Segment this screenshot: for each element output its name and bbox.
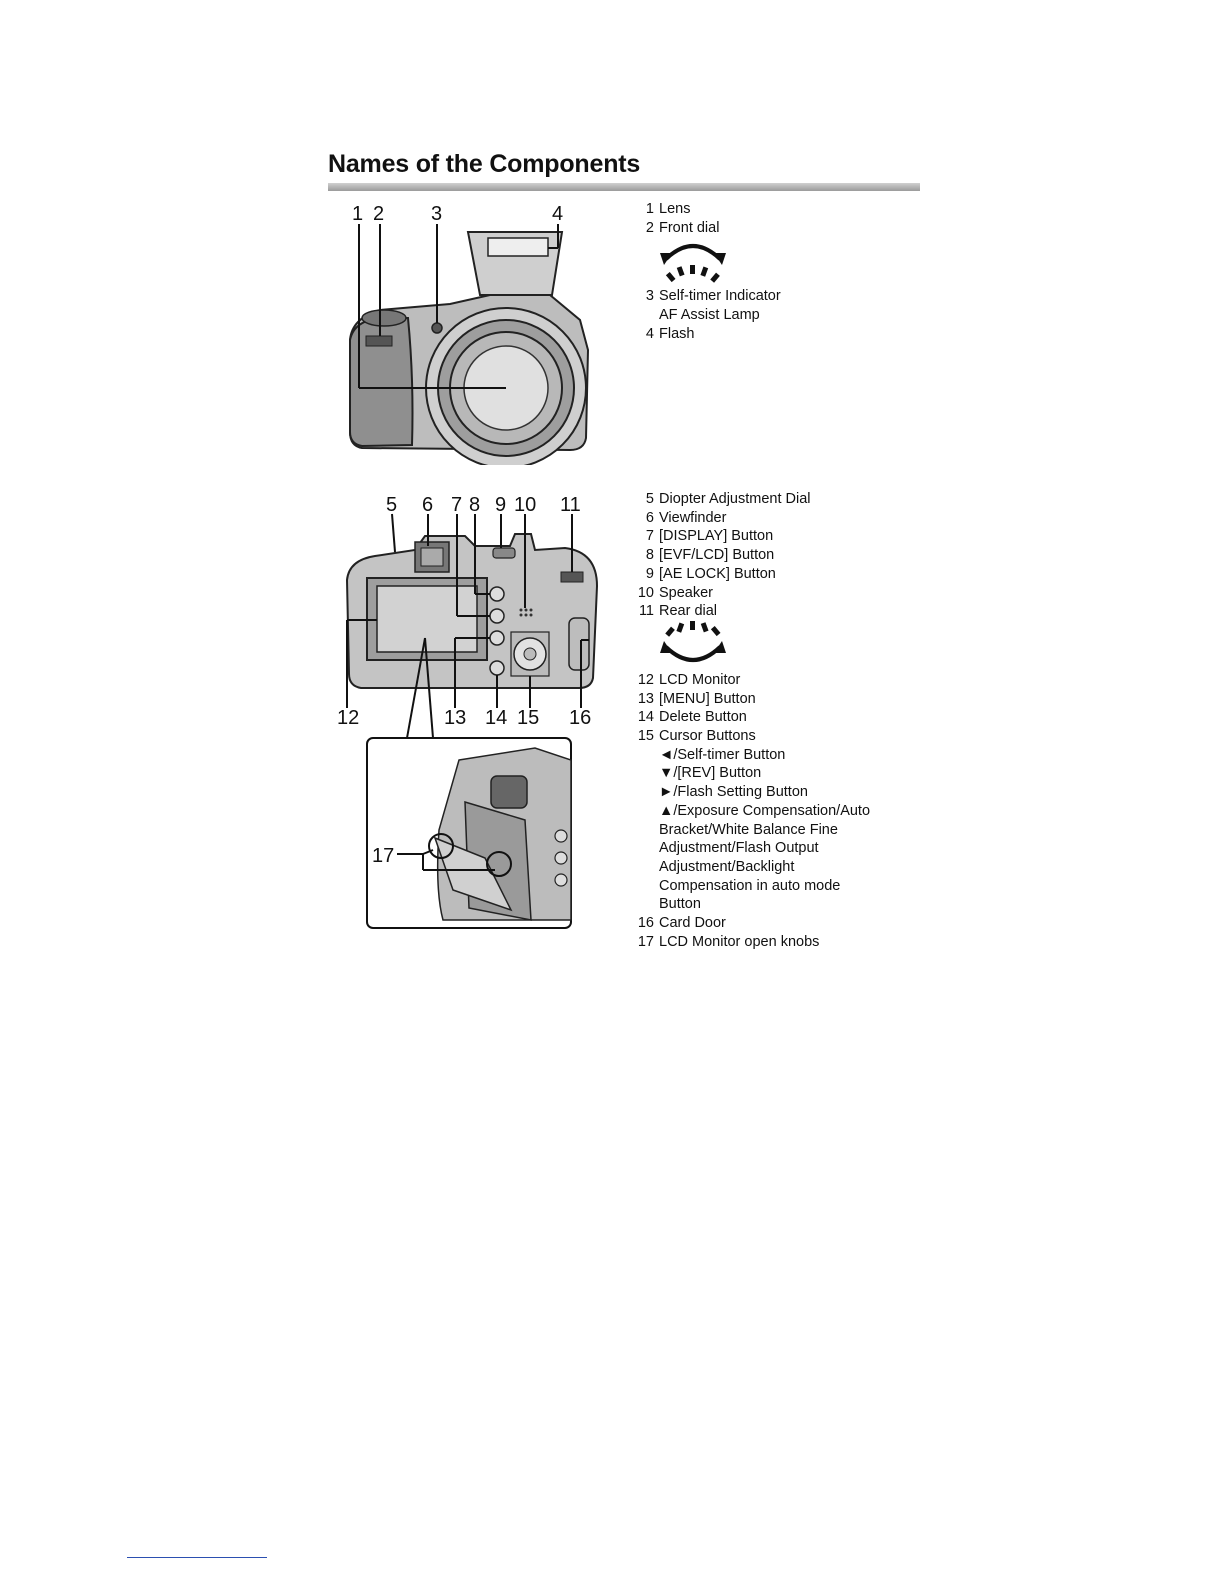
legend-entry-display-button: 7 [DISPLAY] Button [645,528,774,545]
front-legend [630,200,930,344]
callout-17: 17 [372,845,395,867]
callout-2: 2 [373,203,385,225]
title-rule [328,183,920,191]
cursor-sub-up-4: Adjustment/Backlight [659,858,795,875]
callout-10: 10 [514,494,537,516]
callout-12: 12 [337,707,360,729]
callout-15: 15 [517,707,540,729]
cursor-sub-down: ▼/[REV] Button [659,765,762,782]
legend-entry-cursor-buttons: 15 Cursor Buttons [637,728,756,745]
callout-9: 9 [495,494,507,516]
callout-14: 14 [485,707,508,729]
legend-entry-viewfinder: 6 Viewfinder [645,509,727,526]
rear-dial-rotate-icon [658,621,728,669]
front-dial-rotate-icon [658,237,728,285]
legend-entry-lens: 1 Lens [645,201,691,217]
legend-entry-front-dial: 2 Front dial [645,219,720,236]
cursor-sub-up-1: ▲/Exposure Compensation/Auto [659,802,871,819]
legend-entry-lcd-monitor: 12 LCD Monitor [637,671,741,688]
legend-entry-evf-lcd-button: 8 [EVF/LCD] Button [645,547,775,564]
cursor-sub-up-2: Bracket/White Balance Fine [659,821,838,838]
callout-5: 5 [386,494,398,516]
legend-entry-rear-dial: 11 Rear dial [638,603,718,620]
rear-legend [630,490,930,951]
legend-entry-flash: 4 Flash [645,325,695,342]
legend-entry-ae-lock-button: 9 [AE LOCK] Button [645,565,776,582]
callout-3: 3 [431,203,443,225]
footer-link-underline[interactable] [127,1557,267,1558]
cursor-sub-up-3: Adjustment/Flash Output [659,840,819,857]
callout-6: 6 [422,494,434,516]
legend-entry-lcd-open-knobs: 17 LCD Monitor open knobs [637,933,820,950]
callout-11: 11 [560,494,581,516]
cursor-sub-up-6: Button [659,896,701,913]
callout-7: 7 [451,494,463,516]
rear-dial-icon-row [630,621,930,671]
camera-front-illustration [340,200,610,465]
callout-1: 1 [352,203,364,225]
callout-13: 13 [444,707,467,729]
front-dial-icon-row [630,237,930,287]
callout-8: 8 [469,494,481,516]
legend-entry-card-door: 16 Card Door [637,915,726,932]
legend-entry-speaker: 10 Speaker [637,584,714,601]
cursor-sub-left: ◄/Self-timer Button [659,746,786,763]
legend-entry-diopter: 5 Diopter Adjustment Dial [645,491,811,507]
cursor-sub-up-5: Compensation in auto mode [659,877,841,894]
legend-entry-delete-button: 14 Delete Button [637,709,747,726]
callout-16: 16 [569,707,592,729]
callout-4: 4 [552,203,564,225]
cursor-sub-right: ►/Flash Setting Button [659,784,808,801]
legend-entry-self-timer: 3 Self-timer Indicator [645,288,781,305]
page-title: Names of the Components [328,150,641,178]
legend-entry-menu-button: 13 [MENU] Button [637,690,756,707]
legend-entry-af-assist: AF Assist Lamp [659,307,760,324]
